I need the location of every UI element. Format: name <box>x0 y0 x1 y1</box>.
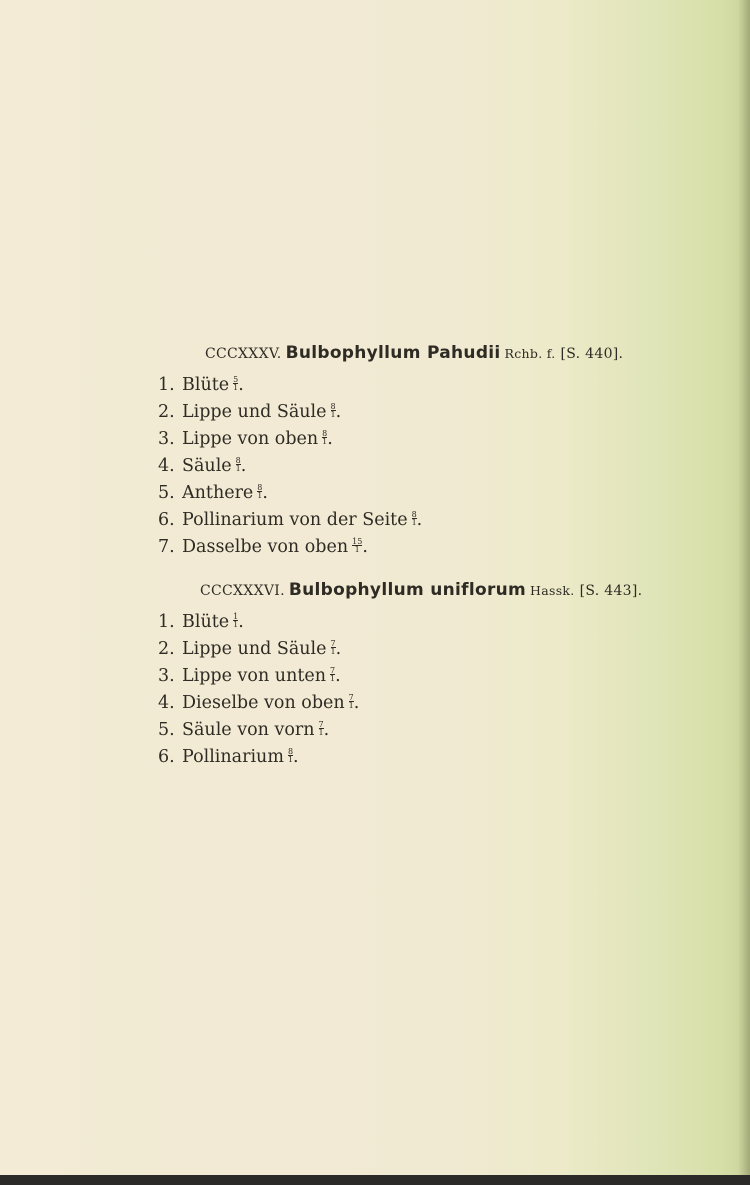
species-author: Hassk. <box>530 583 575 598</box>
magnification-denominator: 1 <box>330 647 336 656</box>
page-reference: [S. 440]. <box>560 346 624 362</box>
magnification-numerator: 7 <box>330 639 336 648</box>
magnification-numerator: 7 <box>330 666 336 675</box>
figure-caption: Blüte <box>182 612 230 632</box>
magnification-numerator: 8 <box>287 747 294 756</box>
figure-caption: Säule <box>182 456 232 476</box>
magnification-fraction <box>233 613 238 628</box>
figure-number: 6. <box>158 747 175 767</box>
magnification-numerator: 7 <box>348 693 354 702</box>
magnification-denominator: 1 <box>322 437 328 446</box>
figure-item: 1. Blüte $\frac{1}{1}$ . <box>158 612 244 632</box>
magnification-numerator: 1 <box>233 612 239 621</box>
magnification-numerator: 8 <box>330 402 336 411</box>
figure-item: 5. Anthere $\frac{8}{1}$ . <box>158 483 268 503</box>
figure-caption: Dasselbe von oben <box>182 537 349 557</box>
figure-item: 2. Lippe und Säule $\frac{7}{1}$ . <box>158 639 342 659</box>
magnification-numerator: 8 <box>257 483 263 492</box>
figure-caption: Dieselbe von oben <box>182 693 345 713</box>
species-author: Rchb. f. <box>504 346 556 361</box>
figure-caption: Säule von vorn <box>182 720 315 740</box>
figure-number: 4. <box>158 456 175 476</box>
species-name: Bulbophyllum Pahudii <box>285 343 501 363</box>
magnification-numerator: 7 <box>318 720 324 729</box>
magnification-denominator: 1 <box>348 701 354 710</box>
figure-caption: Lippe von unten <box>182 666 326 686</box>
figure-item: 6. Pollinarium $\frac{8}{1}$ . <box>158 747 299 767</box>
magnification-denominator: 1 <box>352 545 362 553</box>
species-name: Bulbophyllum uniflorum <box>288 580 527 600</box>
plate-numeral: CCCXXXV. <box>205 346 282 362</box>
figure-caption: Lippe und Säule <box>182 639 327 659</box>
magnification-fraction <box>331 640 336 655</box>
figure-item: 4. Dieselbe von oben $\frac{7}{1}$ . <box>158 693 360 713</box>
magnification-fraction <box>331 403 336 418</box>
magnification-fraction <box>236 457 241 472</box>
magnification-fraction <box>257 484 262 499</box>
figure-item: 2. Lippe und Säule $\frac{8}{1}$ . <box>158 402 342 422</box>
magnification-denominator: 1 <box>235 464 241 473</box>
figure-number: 4. <box>158 693 175 713</box>
figure-number: 2. <box>158 639 175 659</box>
figure-number: 7. <box>158 537 175 557</box>
figure-caption: Pollinarium <box>182 747 284 767</box>
magnification-fraction <box>352 538 362 553</box>
magnification-fraction <box>288 748 293 763</box>
magnification-numerator: 5 <box>233 375 239 384</box>
magnification-fraction <box>233 376 238 391</box>
magnification-denominator: 1 <box>233 383 239 392</box>
figure-item: 5. Säule von vorn $\frac{7}{1}$ . <box>158 720 330 740</box>
scan-bottom-edge <box>0 1175 750 1185</box>
magnification-fraction <box>322 430 327 445</box>
magnification-denominator: 1 <box>330 674 336 683</box>
figure-caption: Anthere <box>182 483 254 503</box>
magnification-denominator: 1 <box>257 491 263 500</box>
figure-number: 1. <box>158 612 175 632</box>
page-reference: [S. 443]. <box>579 583 643 599</box>
figure-item: 3. Lippe von oben $\frac{8}{1}$ . <box>158 429 333 449</box>
figure-item: 4. Säule $\frac{8}{1}$ . <box>158 456 247 476</box>
magnification-numerator: 15 <box>352 537 363 546</box>
figure-caption: Lippe von oben <box>182 429 319 449</box>
figure-item: 7. Dasselbe von oben $\frac{15}{1}$ . <box>158 537 368 557</box>
plate-heading <box>200 580 642 600</box>
magnification-numerator: 8 <box>235 456 241 465</box>
figure-number: 1. <box>158 375 175 395</box>
magnification-denominator: 1 <box>233 620 239 629</box>
figure-number: 3. <box>158 666 175 686</box>
figure-number: 5. <box>158 483 175 503</box>
figure-item: 6. Pollinarium von der Seite $\frac{8}{1}$ . <box>158 510 423 530</box>
figure-number: 5. <box>158 720 175 740</box>
plate-numeral: CCCXXXVI. <box>200 583 285 599</box>
magnification-numerator: 8 <box>322 429 328 438</box>
figure-caption: Lippe und Säule <box>182 402 327 422</box>
plate-heading <box>205 343 623 363</box>
figure-number: 3. <box>158 429 175 449</box>
magnification-denominator: 1 <box>330 410 336 419</box>
figure-item: 3. Lippe von unten $\frac{7}{1}$ . <box>158 666 341 686</box>
figure-caption: Pollinarium von der Seite <box>182 510 408 530</box>
figure-caption: Blüte <box>182 375 230 395</box>
magnification-denominator: 1 <box>318 728 324 737</box>
figure-item: 1. Blüte $\frac{5}{1}$ . <box>158 375 244 395</box>
magnification-numerator: 8 <box>411 510 417 519</box>
magnification-fraction <box>319 721 324 736</box>
magnification-denominator: 1 <box>287 755 294 764</box>
figure-number: 2. <box>158 402 175 422</box>
figure-number: 6. <box>158 510 175 530</box>
magnification-fraction <box>412 511 417 526</box>
page-edge-shadow <box>738 0 750 1185</box>
magnification-fraction <box>349 694 354 709</box>
magnification-fraction <box>330 667 335 682</box>
magnification-denominator: 1 <box>411 518 417 527</box>
